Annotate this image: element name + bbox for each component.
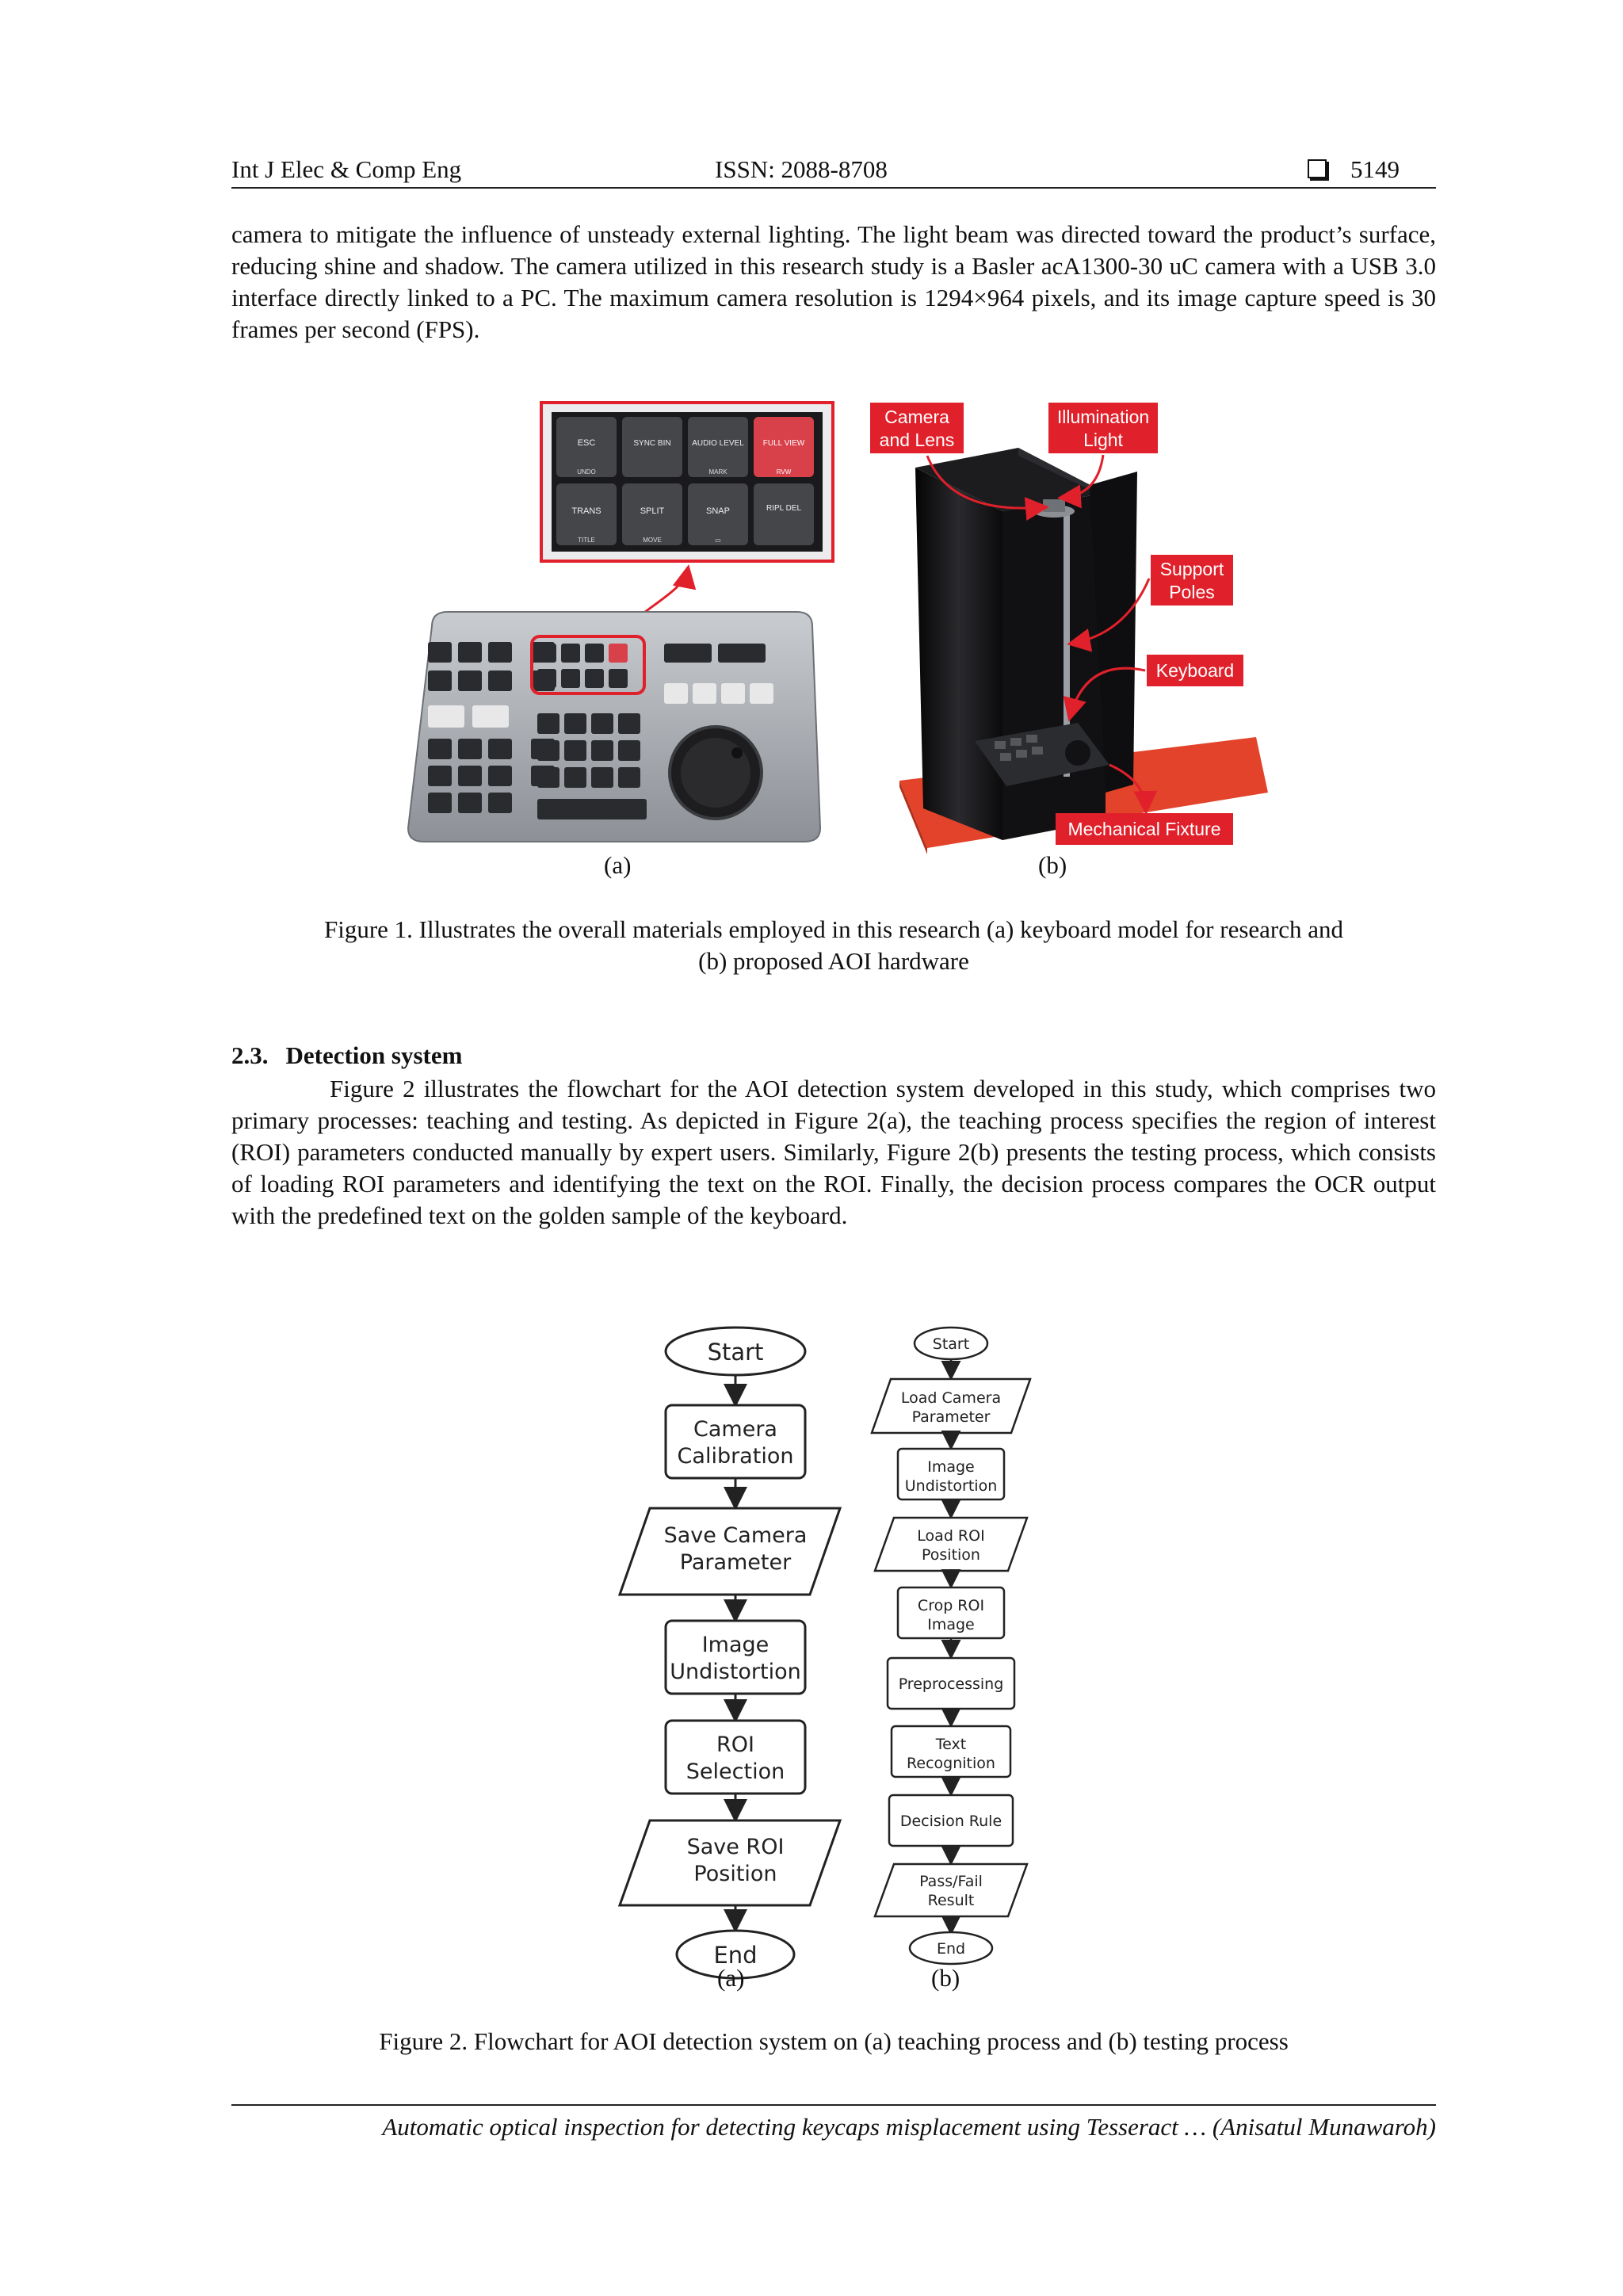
- figure1-sublabel-b: (b): [1038, 851, 1067, 879]
- svg-text:Image: Image: [927, 1616, 975, 1633]
- key-split: [622, 483, 682, 545]
- svg-text:Save Camera: Save Camera: [663, 1523, 808, 1548]
- keyboard-photo: [408, 612, 820, 842]
- svg-text:SYNC BIN: SYNC BIN: [633, 439, 671, 448]
- svg-text:Image: Image: [927, 1458, 975, 1476]
- svg-text:ESC: ESC: [577, 438, 596, 448]
- svg-text:End: End: [713, 1942, 758, 1969]
- key-trans: [556, 483, 617, 545]
- page-number: 5149: [1350, 155, 1400, 183]
- testing-flowchart: [872, 1328, 1030, 1964]
- key-ripl-del: [754, 483, 814, 545]
- svg-text:Recognition: Recognition: [907, 1755, 995, 1772]
- test-load-camera-parameter: [872, 1379, 1030, 1433]
- svg-text:Selection: Selection: [685, 1759, 785, 1784]
- svg-text:Position: Position: [922, 1546, 980, 1564]
- test-start: [915, 1328, 987, 1359]
- svg-text:Parameter: Parameter: [911, 1408, 991, 1426]
- figure1-caption: Figure 1. Illustrates the overall materials employed in this research (a) keyboard model for research and (b) proposed AOI hardware: [323, 915, 1343, 975]
- section-paragraph: Figure 2 illustrates the flowchart for the AOI detection system developed in this study, which comprises two primary processes: teaching and testing. As depicted in Figure 2(a), the teaching process specifies the region of interest (ROI) parameters conducted manually by expert users. Similarly, Figure 2(b) presents the testing process, which consists of loading ROI parameters and identifying the text on the ROI. Finally, the decision process compares the OCR output with the predefined text on the golden sample of the keyboard.: [231, 1075, 1436, 1229]
- svg-text:Parameter: Parameter: [679, 1550, 792, 1575]
- svg-text:TRANS: TRANS: [571, 506, 601, 516]
- svg-text:Result: Result: [927, 1892, 975, 1909]
- svg-text:Light: Light: [1083, 430, 1123, 450]
- figure-1: [396, 396, 1268, 864]
- footer-rule: [231, 2104, 1436, 2106]
- teach-camera-calibration: [666, 1405, 805, 1478]
- running-footer: Automatic optical inspection for detecting keycaps misplacement using Tesseract … (Anisatul Munawaroh): [382, 2113, 1436, 2141]
- issn: ISSN: 2088-8708: [715, 155, 888, 183]
- intro-paragraph: camera to mitigate the influence of unsteady external lighting. The light beam was directed toward the product’s surface, reducing shine and shadow. The camera utilized in this research study is a Basler acA1300-30 uC camera with a USB 3.0 interface directly linked to a PC. The maximum camera resolution is 1294×964 pixels, and its image capture speed is 30 frames per second (FPS).: [231, 220, 1436, 343]
- svg-text:Support: Support: [1159, 559, 1224, 579]
- svg-text:AUDIO LEVEL: AUDIO LEVEL: [692, 439, 744, 448]
- figure1-sublabel-a: (a): [604, 851, 632, 879]
- test-preprocessing: [888, 1658, 1014, 1709]
- svg-text:Keyboard: Keyboard: [1155, 660, 1235, 681]
- label-support-poles: [1151, 555, 1233, 606]
- svg-text:Camera: Camera: [693, 1417, 777, 1442]
- svg-text:Load ROI: Load ROI: [917, 1527, 985, 1545]
- svg-text:Start: Start: [932, 1335, 970, 1353]
- figure2-sublabel-b: (b): [931, 1964, 960, 1992]
- svg-text:SPLIT: SPLIT: [640, 506, 665, 516]
- svg-text:Calibration: Calibration: [677, 1444, 794, 1469]
- svg-text:Undistortion: Undistortion: [904, 1477, 998, 1495]
- svg-text:MOVE: MOVE: [643, 537, 662, 544]
- figure2-sublabel-a: (a): [717, 1964, 745, 1992]
- label-mechanical-fixture: [1056, 813, 1233, 845]
- test-decision-rule: [889, 1795, 1013, 1846]
- journal-name: Int J Elec & Comp Eng: [231, 155, 462, 183]
- header-rule: [231, 187, 1436, 189]
- key-sync-bin: [622, 417, 682, 477]
- aoi-hardware-photo: [899, 448, 1268, 854]
- svg-text:Poles: Poles: [1169, 582, 1215, 602]
- svg-text:Decision Rule: Decision Rule: [899, 1813, 1002, 1830]
- svg-text:MARK: MARK: [708, 468, 727, 476]
- svg-text:Save ROI: Save ROI: [686, 1835, 785, 1859]
- svg-text:End: End: [936, 1940, 966, 1958]
- svg-text:Crop ROI: Crop ROI: [917, 1597, 985, 1614]
- label-keyboard: [1147, 655, 1243, 686]
- svg-text:Undistortion: Undistortion: [670, 1660, 801, 1684]
- key-snap: [688, 483, 748, 545]
- figure2-caption: Figure 2. Flowchart for AOI detection system on (a) teaching process and (b) testing process: [379, 2027, 1289, 2055]
- svg-text:and Lens: and Lens: [879, 430, 955, 450]
- svg-text:RIPL DEL: RIPL DEL: [766, 504, 802, 513]
- svg-text:Illumination: Illumination: [1056, 407, 1150, 427]
- svg-text:Image: Image: [701, 1633, 769, 1657]
- square-bullet-icon: [1308, 159, 1327, 178]
- teach-image-undistortion: [666, 1621, 805, 1694]
- key-audio-level: [688, 417, 748, 477]
- teach-start: [666, 1328, 805, 1375]
- key-esc: [556, 417, 617, 477]
- teaching-flowchart: [620, 1328, 840, 1978]
- svg-text:▭: ▭: [715, 537, 721, 544]
- teach-save-roi-position: [620, 1820, 840, 1905]
- test-text-recognition: [892, 1726, 1010, 1777]
- svg-text:FULL VIEW: FULL VIEW: [762, 439, 805, 448]
- svg-text:ROI: ROI: [716, 1733, 754, 1757]
- svg-text:SNAP: SNAP: [706, 506, 730, 516]
- svg-text:TITLE: TITLE: [578, 537, 595, 544]
- svg-text:Mechanical Fixture: Mechanical Fixture: [1067, 819, 1221, 839]
- page-number-block: [1308, 155, 1400, 184]
- svg-text:Start: Start: [707, 1339, 764, 1366]
- svg-text:Preprocessing: Preprocessing: [898, 1675, 1004, 1693]
- test-pass-fail-result: [875, 1864, 1027, 1916]
- test-image-undistortion: [898, 1449, 1004, 1499]
- section-heading: 2.3. Detection system: [231, 1041, 463, 1069]
- svg-text:RVW: RVW: [776, 468, 792, 476]
- figure-2: [602, 1308, 1046, 2005]
- svg-text:UNDO: UNDO: [577, 468, 596, 476]
- svg-text:Position: Position: [693, 1862, 777, 1886]
- svg-text:Load Camera: Load Camera: [900, 1389, 1002, 1407]
- svg-text:Camera: Camera: [884, 407, 949, 427]
- svg-text:Text: Text: [935, 1736, 967, 1753]
- test-end: [910, 1932, 992, 1964]
- label-illumination-light: [1048, 403, 1158, 453]
- svg-text:Pass/Fail: Pass/Fail: [919, 1873, 983, 1890]
- label-camera-and-lens: [870, 403, 964, 453]
- teach-roi-selection: [666, 1721, 805, 1794]
- key-full-view: [754, 417, 814, 477]
- test-crop-roi-image: [898, 1587, 1004, 1638]
- teach-save-camera-parameter: [620, 1508, 840, 1595]
- test-load-roi-position: [875, 1518, 1027, 1571]
